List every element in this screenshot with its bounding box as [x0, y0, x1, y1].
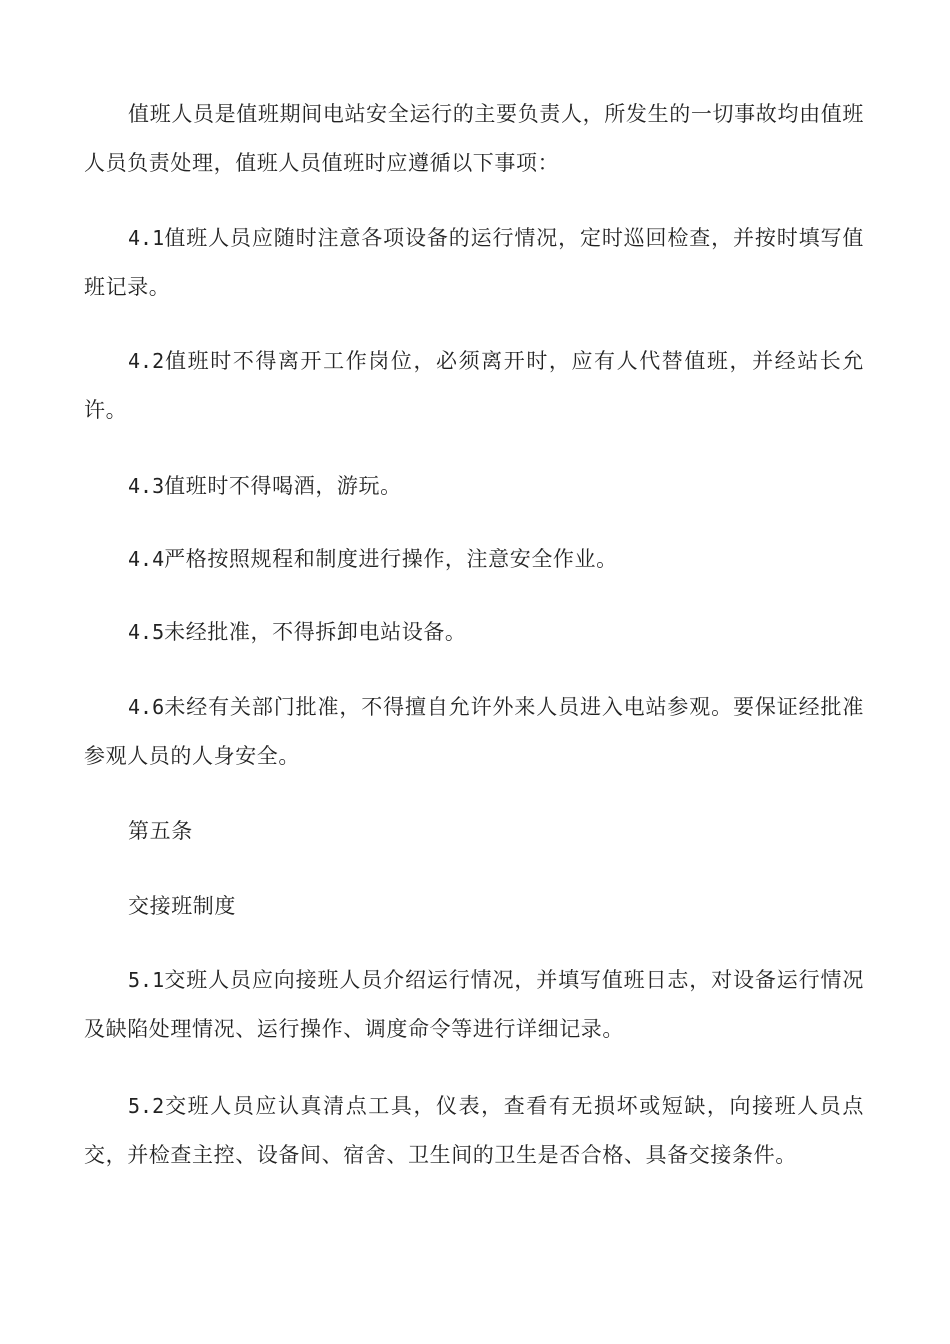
section-title-text: 交接班制度	[128, 894, 236, 918]
paragraph-5-2	[84, 1082, 864, 1180]
clause-number: 4.2	[128, 349, 165, 373]
clause-number: 4.1	[128, 226, 165, 250]
paragraph-text: 值班人员应随时注意各项设备的运行情况，定时巡回检查，并按时填写值班记录。	[84, 226, 864, 299]
section-heading-article-five	[84, 807, 864, 856]
paragraph-text: 值班人员是值班期间电站安全运行的主要负责人，所发生的一切事故均由值班人员负责处理，值班人员值班时应遵循以下事项：	[84, 102, 864, 175]
paragraph-4-2	[84, 337, 864, 435]
paragraph-4-6	[84, 683, 864, 781]
paragraph-4-4	[84, 535, 864, 584]
clause-number: 4.3	[128, 474, 165, 498]
clause-number: 5.2	[128, 1094, 165, 1118]
clause-number: 4.6	[128, 695, 165, 719]
paragraph-duty-intro	[84, 90, 864, 188]
paragraph-4-5	[84, 608, 864, 657]
section-title-handover-system	[84, 882, 864, 931]
paragraph-text: 交班人员应向接班人员介绍运行情况，并填写值班日志，对设备运行情况及缺陷处理情况、运行操作、调度命令等进行详细记录。	[84, 968, 864, 1041]
paragraph-text: 未经有关部门批准，不得擅自允许外来人员进入电站参观。要保证经批准参观人员的人身安全。	[84, 695, 864, 768]
paragraph-4-1	[84, 214, 864, 312]
clause-number: 4.4	[128, 547, 165, 571]
paragraph-text: 严格按照规程和制度进行操作，注意安全作业。	[164, 547, 618, 571]
paragraph-4-3	[84, 462, 864, 511]
paragraph-text: 值班时不得喝酒，游玩。	[164, 474, 402, 498]
clause-number: 4.5	[128, 620, 165, 644]
paragraph-text: 值班时不得离开工作岗位，必须离开时，应有人代替值班，并经站长允许。	[84, 349, 864, 422]
section-heading-text: 第五条	[128, 819, 193, 843]
clause-number: 5.1	[128, 968, 165, 992]
paragraph-5-1	[84, 956, 864, 1054]
paragraph-text: 未经批准，不得拆卸电站设备。	[164, 620, 467, 644]
paragraph-text: 交班人员应认真清点工具，仪表，查看有无损坏或短缺，向接班人员点交，并检查主控、设备间、宿舍、卫生间的卫生是否合格、具备交接条件。	[84, 1094, 864, 1167]
